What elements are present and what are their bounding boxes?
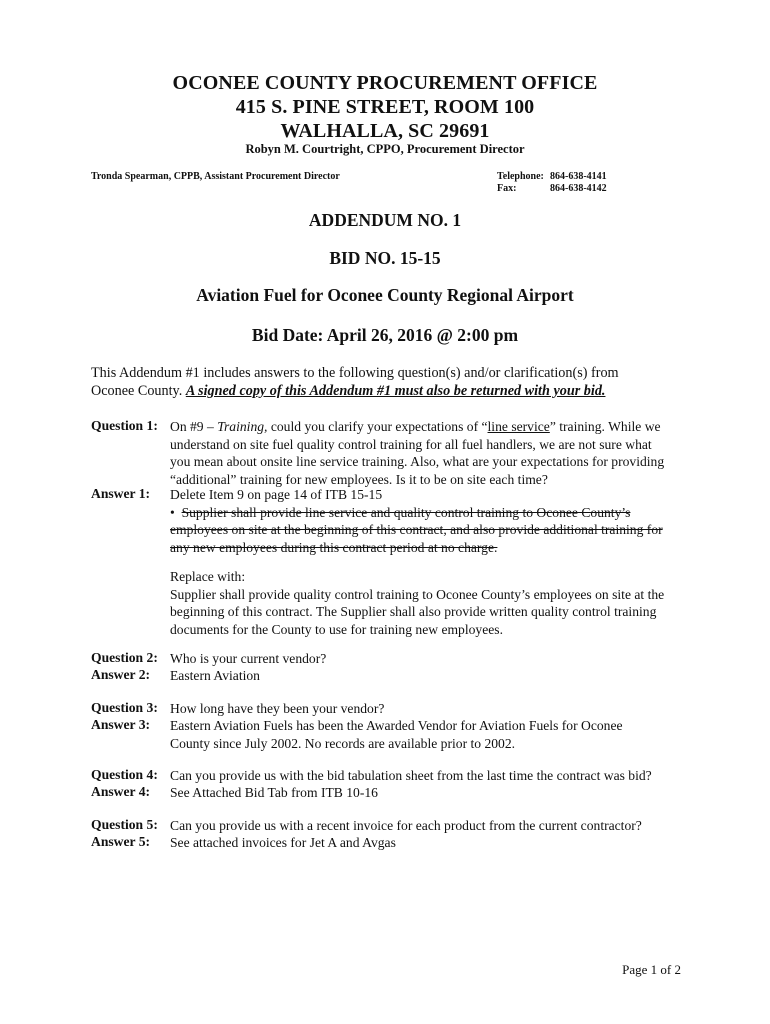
question-1-label: Question 1: [91, 418, 158, 433]
replacement-text [170, 568, 664, 638]
fax-row [497, 183, 607, 195]
q1-line-service: line service [487, 419, 550, 434]
intro-prefix: Oconee County. [91, 383, 186, 399]
bullet: • [170, 504, 175, 520]
intro-line-2 [91, 382, 619, 400]
bid-subject: Aviation Fuel for Oconee County Regional Airport [196, 285, 574, 305]
answer-5-label: Answer 5: [91, 834, 151, 849]
q1-pre: On #9 – [170, 419, 218, 434]
answer-4-label: Answer 4: [91, 784, 151, 799]
telephone-row [497, 171, 607, 183]
replace-line-1: Supplier shall provide quality control training to Oconee County’s employees on site at the [170, 586, 665, 602]
question-4-label: Question 4: [91, 767, 158, 782]
question-3-label: Question 3: [91, 700, 158, 715]
replace-label: Replace with: [170, 569, 246, 584]
fax-number: 864-638-4142 [550, 183, 607, 194]
bid-number: BID NO. 15-15 [329, 248, 441, 268]
addendum-number: ADDENDUM NO. 1 [308, 210, 462, 230]
replace-line-3: documents for the County to use for training new employees. [170, 621, 503, 637]
question-3-text: How long have they been your vendor? [170, 701, 385, 716]
question-1-line-3: you mean about onsite line service training. Also, what are your expectations for providing [170, 454, 665, 469]
answer-4-text: See Attached Bid Tab from ITB 10-16 [170, 785, 378, 800]
procurement-director: Robyn M. Courtright, CPPO, Procurement Director [245, 142, 525, 156]
answer-1-line: Delete Item 9 on page 14 of ITB 15-15 [170, 487, 383, 502]
signed-copy-notice: A signed copy of this Addendum #1 must also be returned with your bid. [185, 383, 606, 399]
answer-2-label: Answer 2: [91, 667, 151, 682]
question-1-line-2: understand on site fuel quality control training for all fuel handlers, we are not sure what [170, 436, 652, 452]
question-1-line-1 [170, 418, 664, 436]
answer-1-label: Answer 1: [91, 486, 151, 501]
question-1-line-4: “additional” training for new employees. Is it to be on site each time? [170, 471, 548, 487]
intro-paragraph [91, 364, 619, 400]
question-2-label: Question 2: [91, 650, 158, 665]
question-5-text: Can you provide us with a recent invoice for each product from the current contractor? [170, 818, 642, 833]
q1-training: Training, [217, 419, 268, 434]
question-5-label: Question 5: [91, 817, 158, 832]
contact-block [497, 171, 607, 195]
question-1-text [170, 418, 664, 488]
question-2-text: Who is your current vendor? [170, 651, 327, 666]
office-street: 415 S. PINE STREET, ROOM 100 [235, 96, 535, 118]
q1-post: ” training. While we [549, 419, 661, 434]
answer-3-label: Answer 3: [91, 717, 151, 732]
page-number: Page 1 of 2 [622, 962, 681, 977]
answer-3-line-1: Eastern Aviation Fuels has been the Awarded Vendor for Aviation Fuels for Oconee [170, 718, 623, 733]
struck-text-1: Supplier shall provide line service and quality control training to Oconee County’s [181, 504, 631, 520]
office-name: OCONEE COUNTY PROCUREMENT OFFICE [172, 72, 598, 94]
answer-1-text [170, 486, 663, 556]
intro-line-1: This Addendum #1 includes answers to the following question(s) and/or clarification(s) from [91, 365, 619, 381]
telephone-number: 864-638-4141 [550, 171, 607, 182]
answer-3-text [170, 717, 623, 752]
office-city: WALHALLA, SC 29691 [280, 120, 490, 142]
answer-5-text: See attached invoices for Jet A and Avgas [170, 835, 396, 850]
struck-line-3: any new employees during this contract period at no charge. [170, 539, 498, 555]
question-4-text: Can you provide us with the bid tabulation sheet from the last time the contract was bid? [170, 768, 652, 783]
replace-line-2: beginning of this contract. The Supplier shall also provide written quality control training [170, 604, 657, 619]
q1-mid: could you clarify your expectations of “ [267, 419, 488, 434]
struck-line-2: employees on site at the beginning of this contract, and also provide additional training for [170, 522, 663, 537]
answer-3-line-2: County since July 2002. No records are available prior to 2002. [170, 735, 516, 751]
answer-2-text: Eastern Aviation [170, 668, 260, 683]
struck-line-1 [170, 504, 663, 522]
assistant-director: Tronda Spearman, CPPB, Assistant Procurement Director [91, 171, 340, 182]
telephone-label: Telephone: [497, 171, 544, 182]
fax-label: Fax: [497, 183, 517, 194]
bid-date: Bid Date: April 26, 2016 @ 2:00 pm [251, 325, 519, 345]
